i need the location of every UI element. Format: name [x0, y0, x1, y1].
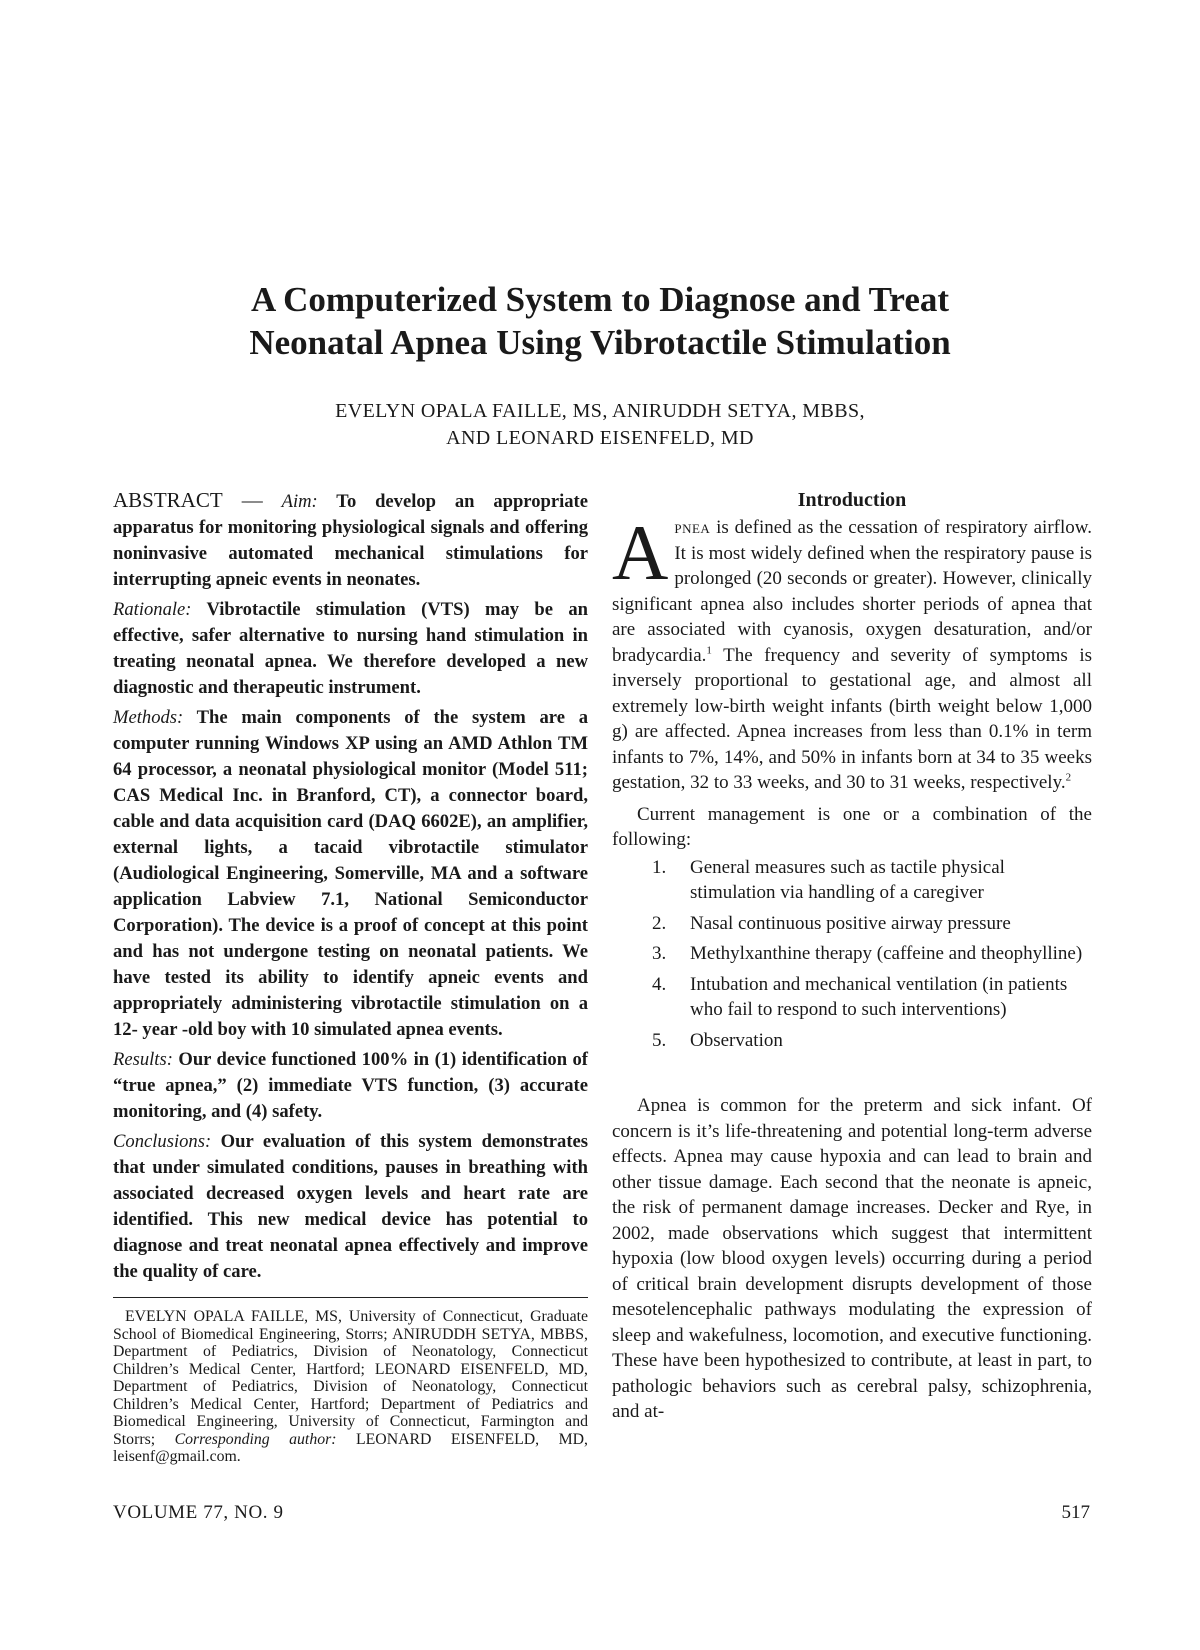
author-list: [0, 398, 1200, 452]
intro-p1-part-b: The frequency and severity of symptoms is inversely proportional to gestational age, and almost all extremely low-birth weight infants (birth weight below 1,000 g) are affected. Apnea increases from less than 0.1% in term infants to 7%, 14%, and 50% in infants born at 34 to 35 weeks gestation, 32 to 33 weeks, and 30 to 31 weeks, respectively.: [612, 644, 1092, 793]
volume-footer: VOLUME 77, NO. 9: [113, 1502, 284, 1523]
list-text: Observation: [690, 1029, 783, 1051]
aim-label: Aim:: [281, 491, 318, 512]
methods-text: The main components of the system are a computer running Windows XP using an AMD Athlon TM 64 processor, a neonatal physiological monitor (Model 511; CAS Medical Inc. in Branford, CT), a connector board, cable and data acquisition card (DAQ 6602E), an amplifier, external lights, a tacaid vibrotactile stimulator (Audiological Engineering, Somerville, MA and a software application Labview 7.1, National Semiconductor Corporation). The device is a proof of concept at this point and has not undergone testing on neonatal patients. We have tested its ability to identify apneic events and appropriately administering vibrotactile stimulation on a 12- year -old boy with 10 simulated apnea events.: [113, 707, 588, 1040]
intro-paragraph-3: Apnea is common for the preterm and sick infant. Of concern is it’s life-threatening and potential long-term adverse effects. Apnea may cause hypoxia and can lead to brain and other tissue damage. Each second that the neonate is apneic, the risk of permanent damage increases. Decker and Rye, in 2002, made observations which suggest that intermittent hypoxia (low blood oxygen levels) occurring during a period of critical brain development disrupts development of those mesotelencephalic pathways modulating the expression of sleep and wakefulness, locomotion, and executive functioning. These have been hypothesized to contribute, at least in part, to pathologic behaviors such as cerebral palsy, schizophrenia, and at-: [612, 1095, 1092, 1422]
intro-paragraph-2: Current management is one or a combination of the following:: [612, 803, 1092, 850]
author-line-2: AND LEONARD EISENFELD, MD: [446, 427, 754, 449]
author-line-1: EVELYN OPALA FAILLE, MS, ANIRUDDH SETYA, MBBS,: [335, 400, 865, 422]
left-column: [113, 487, 588, 1466]
small-caps-word: pnea: [674, 517, 711, 538]
rationale-label: Rationale:: [113, 599, 192, 620]
abstract-lead: ABSTRACT —: [113, 488, 263, 512]
list-number: 3.: [652, 943, 667, 964]
results-label: Results:: [113, 1049, 173, 1070]
list-item: [612, 941, 1092, 967]
list-item: [612, 972, 1092, 1023]
conclusions-label: Conclusions:: [113, 1131, 212, 1152]
title-line-1: A Computerized System to Diagnose and Treat: [250, 280, 950, 319]
abstract-conclusions: [113, 1129, 588, 1285]
list-number: 4.: [652, 973, 667, 995]
abstract-aim: [113, 487, 588, 593]
list-number: 5.: [652, 1029, 667, 1051]
abstract-methods: [113, 705, 588, 1043]
paragraph-gap: [612, 1058, 1092, 1093]
list-text: Nasal continuous positive airway pressure: [690, 912, 1011, 934]
list-item: [612, 911, 1092, 937]
list-number: 2.: [652, 912, 667, 934]
author-affiliations: [113, 1308, 588, 1466]
title-line-2: Neonatal Apnea Using Vibrotactile Stimulation: [249, 323, 951, 362]
rationale-text: Vibrotactile stimulation (VTS) may be an effective, safer alternative to nursing hand stimulation in treating neonatal apnea. We therefore developed a new diagnostic and therapeutic instrument.: [113, 599, 588, 698]
introduction-heading: Introduction: [797, 489, 907, 511]
corresponding-label: Corresponding author:: [174, 1430, 337, 1448]
page-number: 517: [1061, 1502, 1090, 1523]
list-number: 1.: [652, 856, 667, 878]
intro-p1-part-a: is defined as the cessation of respiratory airflow. It is most widely defined when the respiratory pause is prolonged (20 seconds or greater). However, clinically significant apnea also includes shorter periods of apnea that are associated with cyanosis, oxygen desaturation, and/or bradycardia.: [612, 517, 1092, 666]
right-column: [612, 487, 1092, 1425]
affiliation-text: EVELYN OPALA FAILLE, MS, University of Connecticut, Graduate School of Biomedical Engineering, Storrs; ANIRUDDH SETYA, MBBS, Department of Pediatrics, Division of Neonatology, Connecticut Children’s Medical Center, Hartford; LEONARD EISENFELD, MD, Department of Pediatrics, Division of Neonatology, Connecticut Children’s Medical Center, Hartford; Department of Pediatrics and Biomedical Engineering, University of Connecticut, Farmington and Storrs;: [113, 1308, 588, 1448]
intro-paragraph-1: [612, 509, 1092, 796]
methods-label: Methods:: [113, 707, 184, 728]
reference-2: 2: [1065, 771, 1072, 784]
list-item: [612, 1028, 1092, 1054]
list-text: General measures such as tactile physical stimulation via handling of a caregiver: [690, 856, 1005, 903]
corresponding-text: LEONARD EISENFELD, MD, leisenf@gmail.com.: [113, 1430, 588, 1465]
list-text: Methylxanthine therapy (caffeine and theophylline): [690, 943, 1083, 964]
article-title: [0, 278, 1200, 364]
reference-1: 1: [706, 644, 712, 657]
management-list: [612, 855, 1092, 1054]
list-text: Intubation and mechanical ventilation (in patients who fail to respond to such interventions): [690, 973, 1068, 1020]
results-text: Our device functioned 100% in (1) identification of “true apnea,” (2) immediate VTS function, (3) accurate monitoring, and (4) safety.: [113, 1049, 588, 1122]
conclusions-text: Our evaluation of this system demonstrates that under simulated conditions, pauses in breathing with associated decreased oxygen levels and heart rate are identified. This new medical device has potential to diagnose and treat neonatal apnea effectively and improve the quality of care.: [113, 1131, 588, 1282]
abstract-rationale: [113, 597, 588, 701]
abstract-divider: [113, 1297, 588, 1298]
abstract-results: [113, 1047, 588, 1125]
drop-cap: A: [612, 509, 669, 596]
list-item: [612, 855, 1092, 906]
aim-text: To develop an appropriate apparatus for monitoring physiological signals and offering noninvasive automated mechanical stimulations for interrupting apneic events in neonates.: [113, 491, 589, 590]
